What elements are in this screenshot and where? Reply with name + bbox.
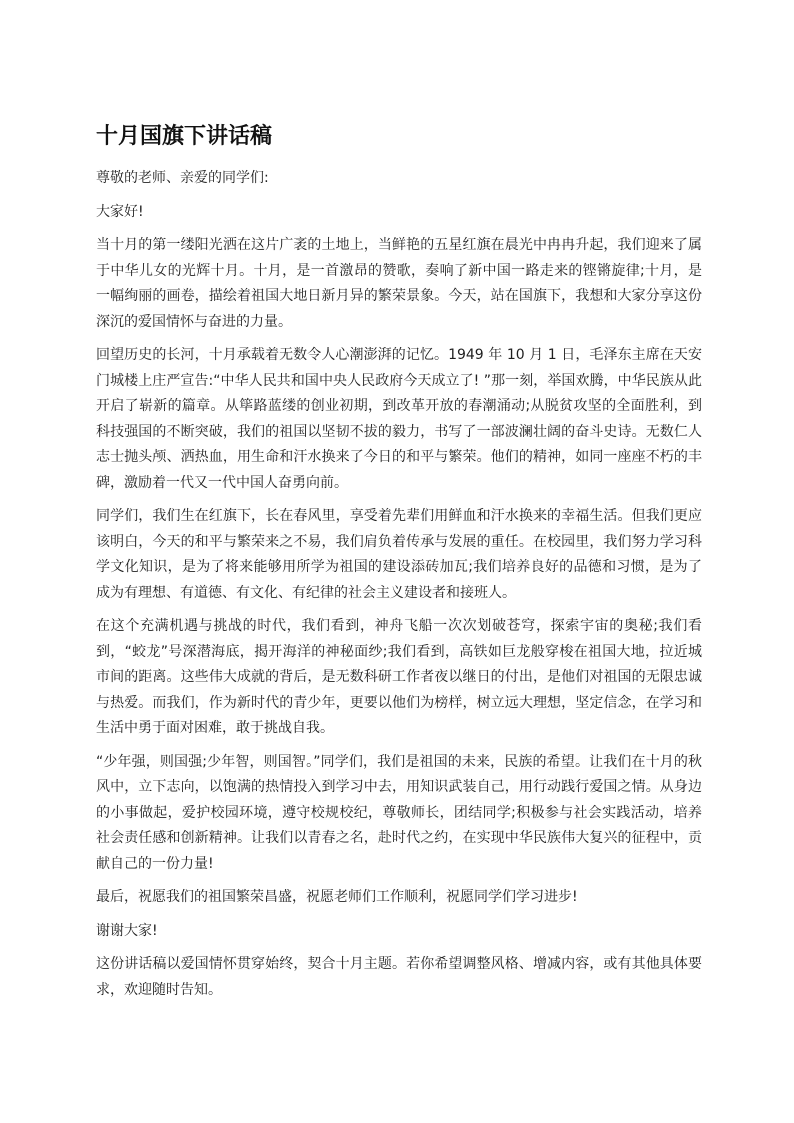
closing-note-paragraph: 这份讲话稿以爱国情怀贯穿始终，契合十月主题。若你希望调整风格、增减内容，或有其他具体要求，欢迎随时告知。 <box>96 956 702 998</box>
responsibility-paragraph: 同学们，我们生在红旗下，长在春风里，享受着先辈们用鲜血和汗水换来的幸福生活。但我们更应该明白，今天的和平与繁荣来之不易，我们肩负着传承与发展的重任。在校园里，我们努力学习科学文化知识，是为了将来能够用所学为祖国的建设添砖加瓦;我们培养良好的品德和习惯，是为了成为有理想、有道德、有文化、有纪律的社会主义建设者和接班人。 <box>96 508 702 601</box>
intro-paragraph: 当十月的第一缕阳光洒在这片广袤的土地上，当鲜艳的五星红旗在晨光中冉冉升起，我们迎来了属于中华儿女的光辉十月。十月，是一首激昂的赞歌，奏响了新中国一路走来的铿锵旋律;十月，是一幅绚丽的画卷，描绘着祖国大地日新月异的繁荣景象。今天，站在国旗下，我想和大家分享这份深沉的爱国情怀与奋进的力量。 <box>96 237 702 330</box>
document-page <box>96 120 702 1011</box>
youth-paragraph: “少年强，则国强;少年智，则国智。”同学们，我们是祖国的未来，民族的希望。让我们在十月的秋风中，立下志向，以饱满的热情投入到学习中去，用知识武装自己，用行动践行爱国之情。从身边的小事做起，爱护校园环境，遵守校规校纪，尊敬师长，团结同学;积极参与社会实践活动，培养社会责任感和创新精神。让我们以青春之名，赴时代之约，在实现中华民族伟大复兴的征程中，贡献自己的一份力量! <box>96 753 702 872</box>
thanks-paragraph: 谢谢大家! <box>96 922 158 939</box>
page-title: 十月国旗下讲话稿 <box>96 124 273 149</box>
history-paragraph: 回望历史的长河，十月承载着无数令人心潮澎湃的记忆。1949 年 10 月 1 日，毛泽东主席在天安门城楼上庄严宣告:“中华人民共和国中央人民政府今天成立了! ”那一刻，举国欢腾，中华民族从此开启了崭新的篇章。从筚路蓝缕的创业初期，到改革开放的春潮涌动;从脱贫攻坚的全面胜利，到科技强国的不断突破，我们的祖国以坚韧不拔的毅力，书写了一部波澜壮阔的奋斗史诗。无数仁人志士抛头颅、洒热血，用生命和汗水换来了今日的和平与繁荣。他们的精神，如同一座座不朽的丰碑，激励着一代又一代中国人奋勇向前。 <box>96 347 702 491</box>
greeting-paragraph: 尊敬的老师、亲爱的同学们: <box>96 170 269 186</box>
wishes-paragraph: 最后，祝愿我们的祖国繁荣昌盛，祝愿老师们工作顺利，祝愿同学们学习进步! <box>96 889 578 905</box>
achievements-paragraph: 在这个充满机遇与挑战的时代，我们看到，神舟飞船一次次划破苍穹，探索宇宙的奥秘;我们看到，“蛟龙”号深潜海底，揭开海洋的神秘面纱;我们看到，高铁如巨龙般穿梭在祖国大地，拉近城市间的距离。这些伟大成就的背后，是无数科研工作者夜以继日的付出，是他们对祖国的无限忠诚与热爱。而我们，作为新时代的青少年，更要以他们为榜样，树立远大理想，坚定信念，在学习和生活中勇于面对困难，敢于挑战自我。 <box>96 618 702 736</box>
hello-paragraph: 大家好! <box>96 203 144 220</box>
